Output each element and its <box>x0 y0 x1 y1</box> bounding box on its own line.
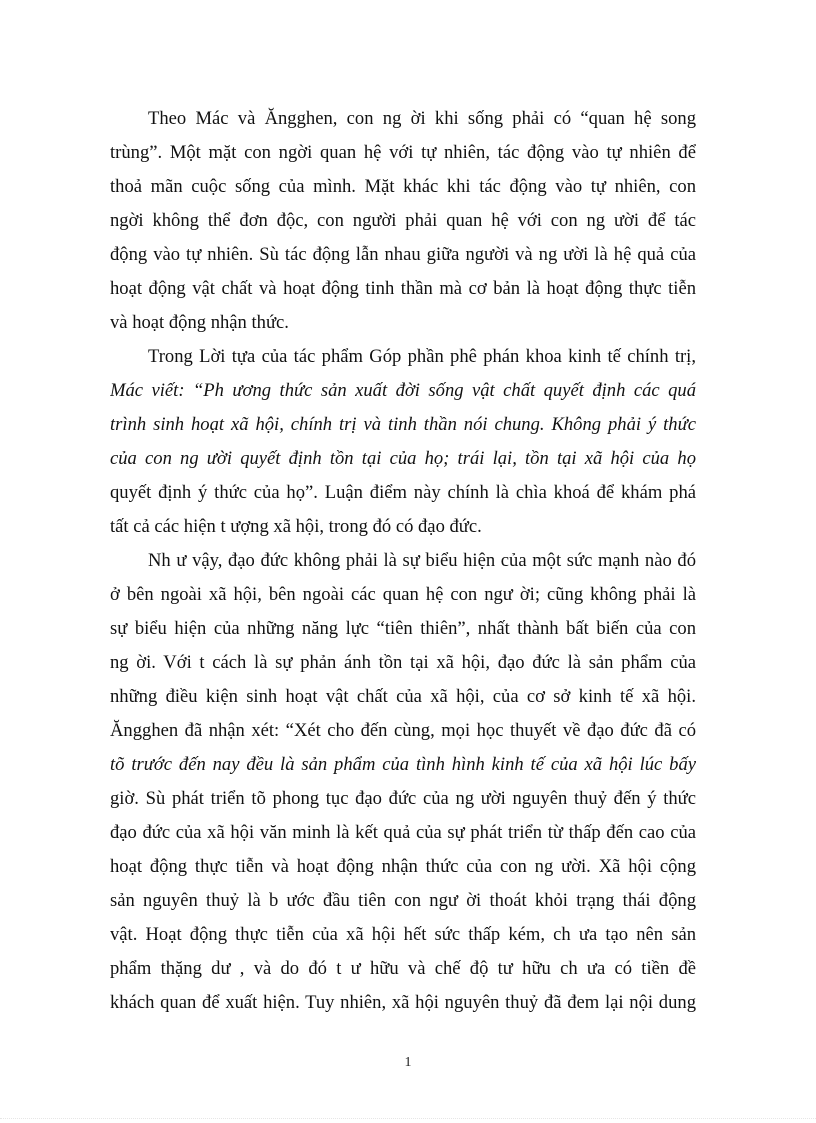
paragraph-3-line-8: giờ. Sù phát triển tõ phong tục đạo đức của ng ười nguyên thuỷ đến ý thức <box>110 788 696 809</box>
paragraph-3-line-13: phẩm thặng dư , và do đó t ư hữu và chế độ tư hữu ch ưa có tiền đề <box>110 958 696 979</box>
paragraph-2-line-6: tất cả các hiện t ượng xã hội, trong đó có đạo đức. <box>110 516 482 537</box>
page-number: 1 <box>404 1055 412 1070</box>
paragraph-3-line-12: vật. Hoạt động thực tiễn của xã hội hết sức thấp kém, ch ưa tạo nên sản <box>110 924 696 945</box>
paragraph-2-line-2: Mác viết: “Ph ương thức sản xuất đời sống vật chất quyết định các quá <box>110 380 696 401</box>
paragraph-1-line-1: Theo Mác và Ăngghen, con ng ời khi sống phải có “quan hệ song <box>148 108 696 129</box>
paragraph-3-line-2: ở bên ngoài xã hội, bên ngoài các quan hệ con ngư ời; cũng không phải là <box>110 584 696 605</box>
paragraph-3-line-10: hoạt động thực tiễn và hoạt động nhận thức của con ng ười. Xã hội cộng <box>110 856 696 877</box>
paragraph-3-line-4: ng ời. Với t cách là sự phản ánh tồn tại xã hội, đạo đức là sản phẩm của <box>110 652 696 673</box>
paragraph-3-line-3: sự biểu hiện của những năng lực “tiên thiên”, nhất thành bất biến của con <box>110 618 696 639</box>
page-bottom-edge <box>0 1118 816 1119</box>
paragraph-3-line-7: tõ trước đến nay đều là sản phẩm của tình hình kinh tế của xã hội lúc bấy <box>110 754 696 775</box>
paragraph-3-line-5: những điều kiện sinh hoạt vật chất của xã hội, của cơ sở kinh tế xã hội. <box>110 686 696 707</box>
paragraph-2-line-1: Trong Lời tựa của tác phẩm Góp phần phê phán khoa kinh tế chính trị, <box>148 346 696 367</box>
paragraph-1-line-5: động vào tự nhiên. Sù tác động lẫn nhau giữa người và ng ười là hệ quả của <box>110 244 696 265</box>
paragraph-3-line-11: sản nguyên thuỷ là b ước đầu tiên con ngư ời thoát khỏi trạng thái động <box>110 890 696 911</box>
paragraph-2-line-5: quyết định ý thức của họ”. Luận điểm này chính là chìa khoá để khám phá <box>110 482 696 503</box>
paragraph-3-line-14: khách quan để xuất hiện. Tuy nhiên, xã hội nguyên thuỷ đã đem lại nội dung <box>110 992 696 1013</box>
paragraph-2-line-4: của con ng ười quyết định tồn tại của họ; trái lại, tồn tại xã hội của họ <box>110 448 696 469</box>
paragraph-2-line-3: trình sinh hoạt xã hội, chính trị và tinh thần nói chung. Không phải ý thức <box>110 414 696 435</box>
paragraph-1-line-4: ngời không thể đơn độc, con người phải quan hệ với con ng ười để tác <box>110 210 696 231</box>
paragraph-1-line-6: hoạt động vật chất và hoạt động tinh thần mà cơ bản là hoạt động thực tiễn <box>110 278 696 299</box>
paragraph-3-line-6: Ăngghen đã nhận xét: “Xét cho đến cùng, mọi học thuyết về đạo đức đã có <box>110 720 696 741</box>
paragraph-1-line-7: và hoạt động nhận thức. <box>110 312 289 333</box>
paragraph-3-line-1: Nh ư vậy, đạo đức không phải là sự biểu hiện của một sức mạnh nào đó <box>148 550 696 571</box>
paragraph-1-line-3: thoả mãn cuộc sống của mình. Mặt khác khi tác động vào tự nhiên, con <box>110 176 696 197</box>
paragraph-3-line-9: đạo đức của xã hội văn minh là kết quả của sự phát triển từ thấp đến cao của <box>110 822 696 843</box>
paragraph-1-line-2: trùng”. Một mặt con ngời quan hệ với tự nhiên, tác động vào tự nhiên để <box>110 142 696 163</box>
